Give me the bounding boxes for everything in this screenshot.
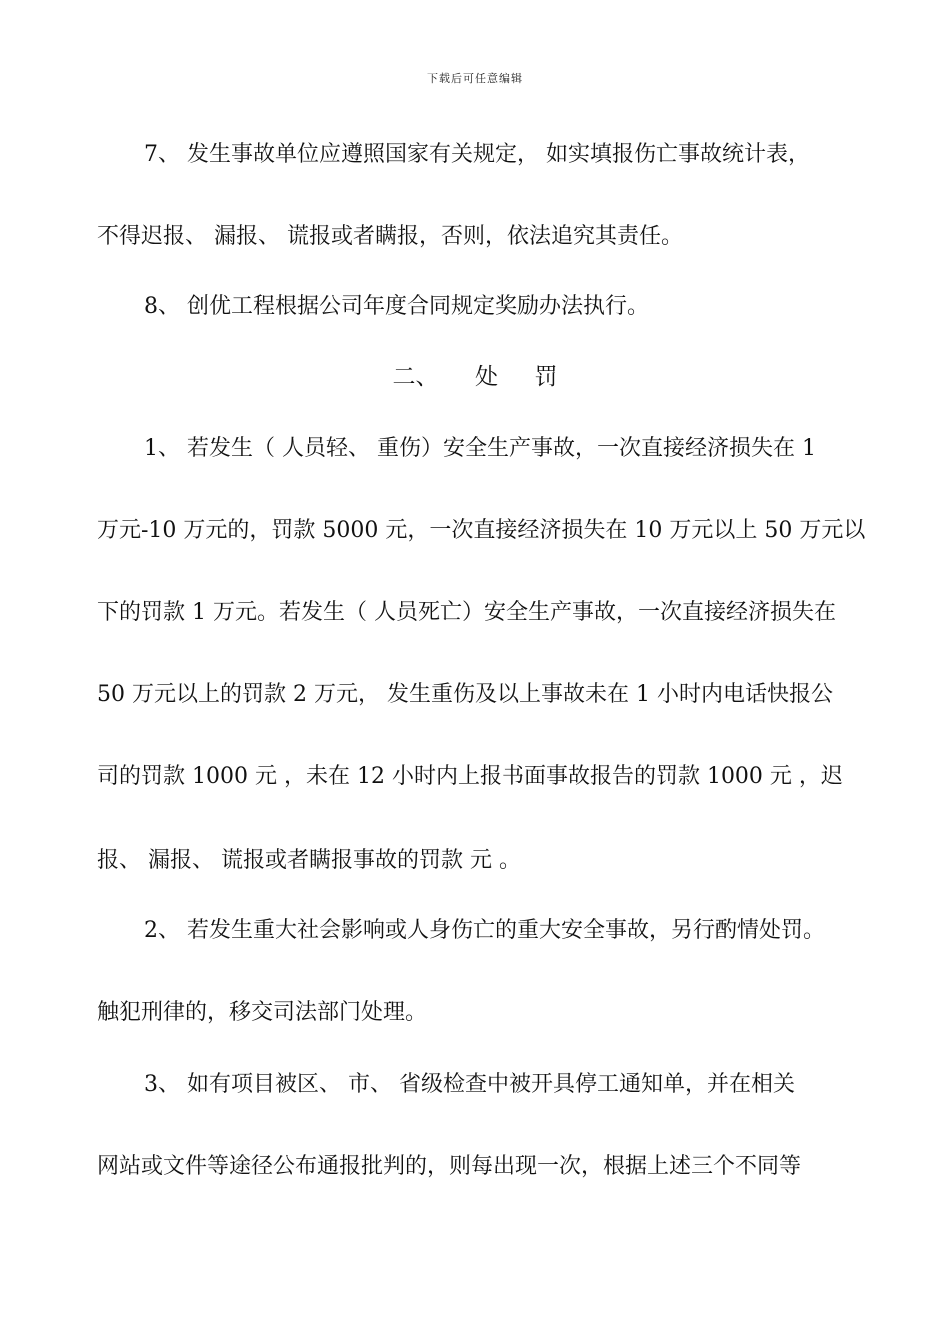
page-header: 下载后可任意编辑 — [427, 72, 523, 85]
penalty-1-line-4: 50 万元以上的罚款 2 万元， 发生重伤及以上事故未在 1 小时内电话快报公 — [97, 682, 833, 707]
paragraph-8: 8、 创优工程根据公司年度合同规定奖励办法执行。 — [144, 294, 649, 319]
paragraph-7-line-2: 不得迟报、 漏报、 谎报或者瞒报，否则，依法追究其责任。 — [97, 224, 683, 249]
penalty-2-line-1: 2、 若发生重大社会影响或人身伤亡的重大安全事故，另行酌情处罚。 — [144, 918, 825, 943]
paragraph-7-line-1: 7、 发生事故单位应遵照国家有关规定， 如实填报伤亡事故统计表， — [144, 142, 810, 167]
penalty-1-line-1: 1、 若发生（ 人员轻、 重伤）安全生产事故，一次直接经济损失在 1 — [144, 436, 816, 461]
penalty-1-line-5: 司的罚款 1000 元 ，未在 12 小时内上报书面事故报告的罚款 1000 元 ，迟 — [97, 764, 843, 789]
penalty-1-line-6: 报、 漏报、 谎报或者瞒报事故的罚款 元 。 — [97, 848, 521, 873]
penalty-1-line-2: 万元-10 万元的，罚款 5000 元，一次直接经济损失在 10 万元以上 50 万元以 — [97, 518, 866, 543]
penalty-3-line-2: 网站或文件等途径公布通报批判的，则每出现一次，根据上述三个不同等 — [97, 1154, 802, 1179]
penalty-3-line-1: 3、 如有项目被区、 市、 省级检查中被开具停工通知单，并在相关 — [144, 1072, 795, 1097]
penalty-1-line-3: 下的罚款 1 万元。若发生（ 人员死亡）安全生产事故，一次直接经济损失在 — [97, 600, 836, 625]
section-heading: 二、 处 罚 — [392, 364, 558, 390]
penalty-2-line-2: 触犯刑律的，移交司法部门处理。 — [97, 1000, 428, 1025]
